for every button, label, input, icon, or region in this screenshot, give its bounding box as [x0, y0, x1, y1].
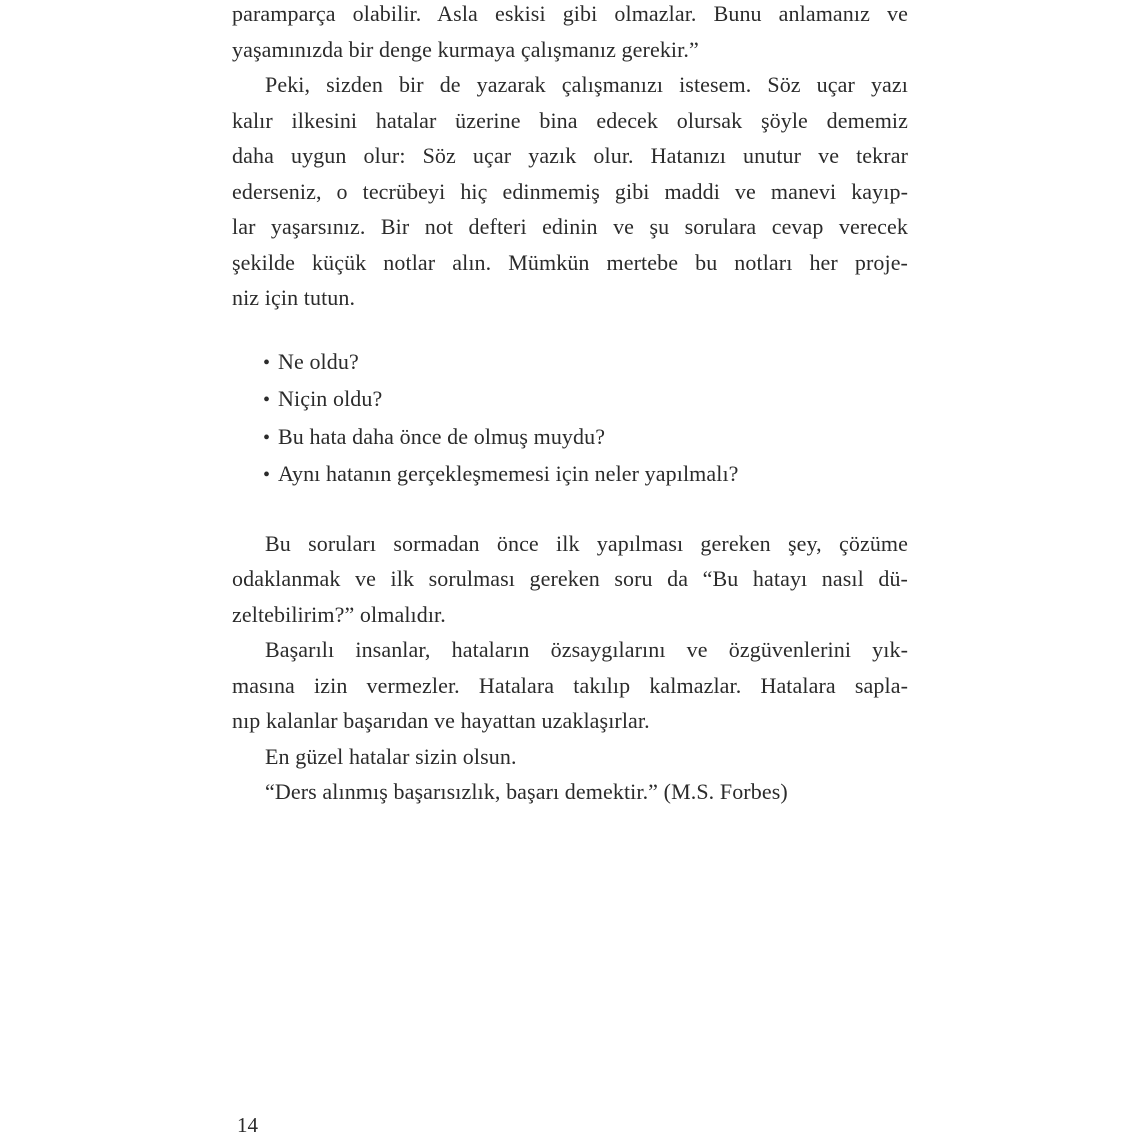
text-line: yaşamınızda bir denge kurmaya çalışmanız gerekir.”	[232, 36, 699, 62]
text-line: niz için tutun.	[232, 285, 356, 310]
text-line: “Ders alınmış başarısızlık, başarı demektir.” (M.S. Forbes)	[265, 779, 788, 804]
paragraph	[232, 526, 908, 633]
paragraph	[232, 0, 908, 67]
bullet-icon: •	[263, 426, 271, 449]
text-line: odaklanmak ve ilk sorulması gereken soru da “Bu hatayı nasıl dü-	[232, 566, 908, 591]
page-text-column	[232, 0, 908, 810]
bullet-icon: •	[263, 389, 271, 411]
bullet-list-item	[232, 419, 908, 457]
text-line: En güzel hatalar sizin olsun.	[265, 743, 517, 769]
paragraph	[232, 632, 908, 739]
bullet-list-item	[232, 344, 908, 382]
paragraph	[232, 67, 908, 316]
bullet-list-item	[232, 381, 908, 419]
text-line: zeltebilirim?” olmalıdır.	[232, 601, 446, 627]
bullet-list-item	[232, 456, 908, 494]
text-line: şekilde küçük notlar alın. Mümkün mertebe bu notları her proje-	[232, 249, 908, 275]
text-line: masına izin vermezler. Hatalara takılıp kalmazlar. Hatalara sapla-	[232, 672, 908, 698]
text-line: lar yaşarsınız. Bir not defteri edinin ve şu sorulara cevap verecek	[232, 214, 908, 239]
bullet-icon: •	[263, 464, 271, 486]
text-line: daha uygun olur: Söz uçar yazık olur. Hatanızı unutur ve tekrar	[232, 143, 908, 168]
paragraph	[232, 774, 908, 810]
bullet-item-text: Ne oldu?	[278, 348, 359, 374]
text-line: paramparça olabilir. Asla eskisi gibi olmazlar. Bunu anlamanız ve	[232, 1, 908, 26]
text-line: nıp kalanlar başarıdan ve hayattan uzaklaşırlar.	[232, 708, 650, 733]
bullet-item-text: Aynı hatanın gerçekleşmemesi için neler yapılmalı?	[278, 461, 739, 486]
text-line: Peki, sizden bir de yazarak çalışmanızı istesem. Söz uçar yazı	[265, 72, 908, 97]
text-line: Başarılı insanlar, hataların özsaygılarını ve özgüvenlerini yık-	[265, 637, 908, 662]
text-line: kalır ilkesini hatalar üzerine bina edecek olursak şöyle dememiz	[232, 107, 908, 133]
bullet-icon: •	[263, 351, 271, 374]
paragraph	[232, 739, 908, 775]
page-number: 14	[237, 1113, 258, 1137]
text-line: ederseniz, o tecrübeyi hiç edinmemiş gibi maddi ve manevi kayıp-	[232, 178, 908, 204]
bullet-list	[232, 344, 908, 494]
bullet-item-text: Bu hata daha önce de olmuş muydu?	[278, 423, 606, 449]
text-line: Bu soruları sormadan önce ilk yapılması gereken şey, çözüme	[265, 530, 908, 556]
bullet-item-text: Niçin oldu?	[278, 386, 383, 411]
